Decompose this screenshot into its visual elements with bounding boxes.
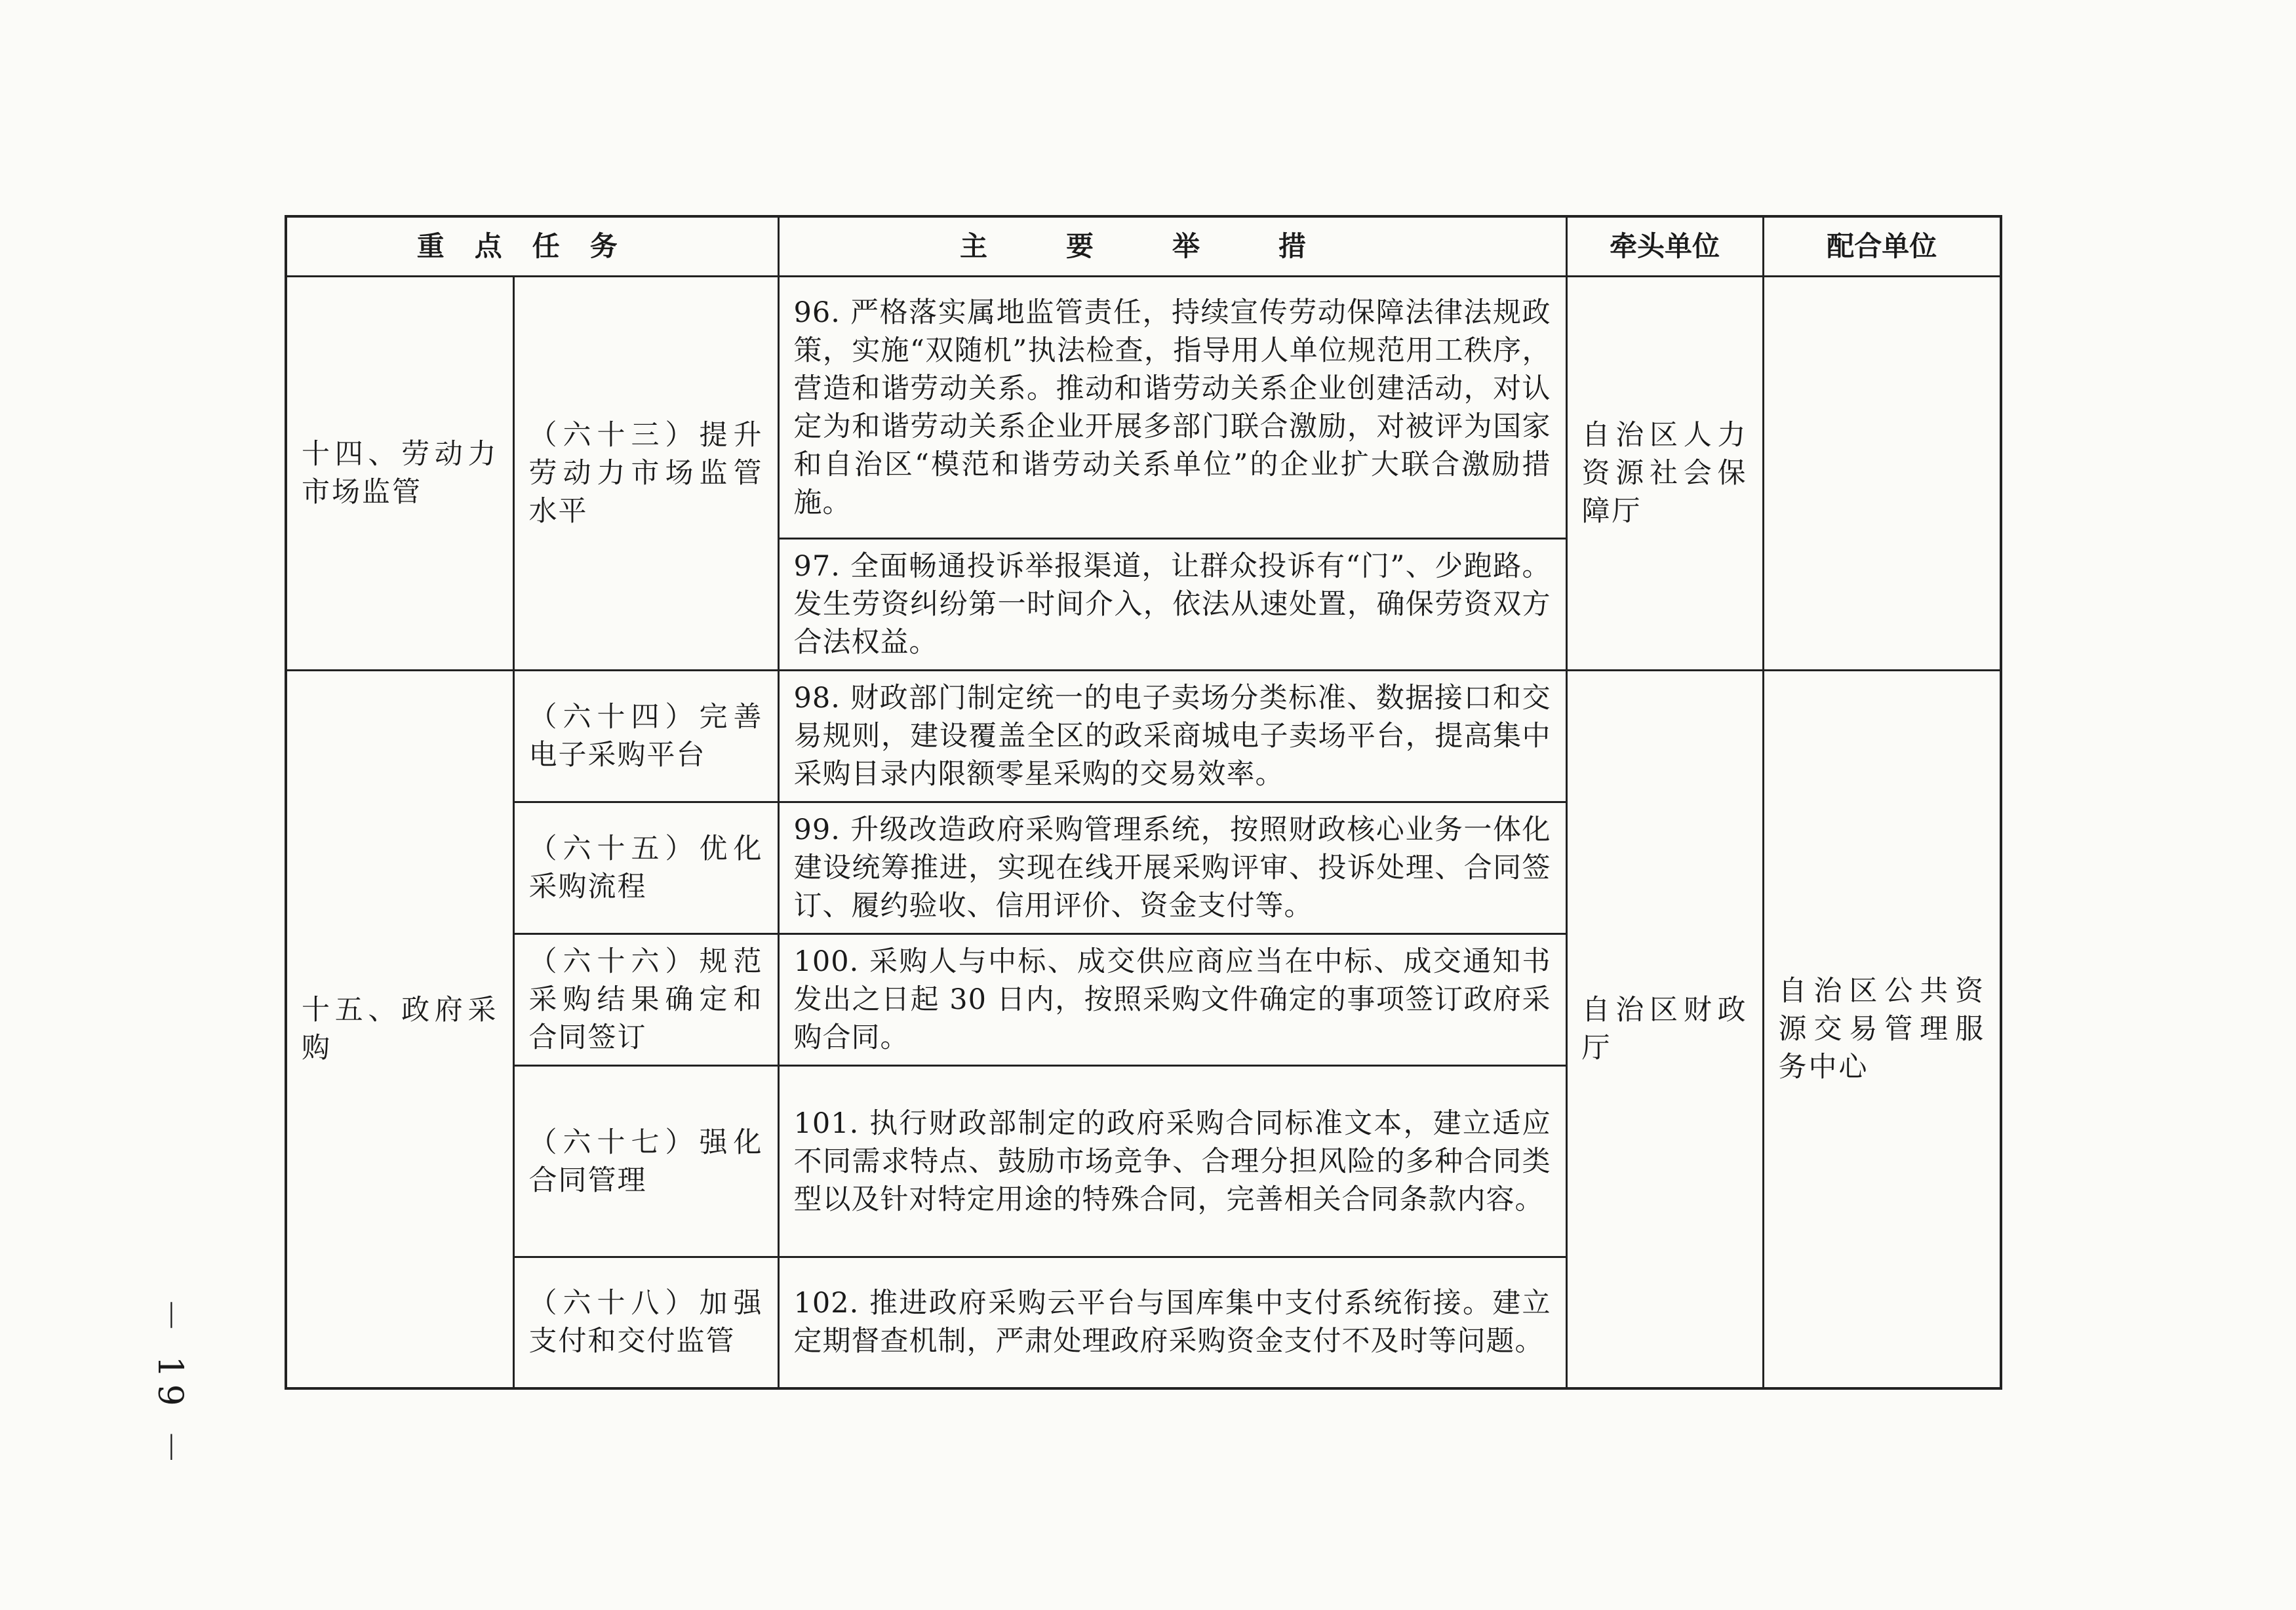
tasks-table bbox=[285, 215, 2002, 1390]
header-task: 重点任务 bbox=[286, 216, 778, 277]
header-lead: 牵头单位 bbox=[1566, 216, 1763, 277]
measure-cell: 98. 财政部门制定统一的电子卖场分类标准、数据接口和交易规则，建设覆盖全区的政采商城电子卖场平台，提高集中采购目录内限额零星采购的交易效率。 bbox=[778, 671, 1566, 802]
lead-unit-cell: 自治区人力资源社会保障厅 bbox=[1566, 277, 1763, 671]
header-cooperating: 配合单位 bbox=[1763, 216, 2001, 277]
measure-cell: 99. 升级改造政府采购管理系统，按照财政核心业务一体化建设统筹推进，实现在线开展采购评审、投诉处理、合同签订、履约验收、信用评价、资金支付等。 bbox=[778, 802, 1566, 934]
subtask-cell: （六十四）完善电子采购平台 bbox=[513, 671, 778, 802]
table-header-row bbox=[286, 216, 2001, 277]
cooperating-unit-cell: 自治区公共资源交易管理服务中心 bbox=[1763, 671, 2001, 1388]
measure-cell: 96. 严格落实属地监管责任，持续宣传劳动保障法律法规政策，实施“双随机”执法检查，指导用人单位规范用工秩序，营造和谐劳动关系。推动和谐劳动关系企业创建活动，对认定为和谐劳动关系企业开展多部门联合激励，对被评为国家和自治区“模范和谐劳动关系单位”的企业扩大联合激励措施。 bbox=[778, 277, 1566, 539]
measure-cell: 102. 推进政府采购云平台与国库集中支付系统衔接。建立定期督查机制，严肃处理政府采购资金支付不及时等问题。 bbox=[778, 1257, 1566, 1388]
subtask-cell: （六十三）提升劳动力市场监管水平 bbox=[513, 277, 778, 671]
measure-cell: 97. 全面畅通投诉举报渠道，让群众投诉有“门”、少跑路。发生劳资纠纷第一时间介入，依法从速处置，确保劳资双方合法权益。 bbox=[778, 539, 1566, 671]
subtask-cell: （六十六）规范采购结果确定和合同签订 bbox=[513, 934, 778, 1066]
subtask-cell: （六十七）强化合同管理 bbox=[513, 1066, 778, 1257]
cooperating-unit-cell bbox=[1763, 277, 2001, 671]
subtask-cell: （六十五）优化采购流程 bbox=[513, 802, 778, 934]
page-number: － 19 － bbox=[150, 1298, 189, 1471]
measure-cell: 101. 执行财政部制定的政府采购合同标准文本，建立适应不同需求特点、鼓励市场竞争、合理分担风险的多种合同类型以及针对特定用途的特殊合同，完善相关合同条款内容。 bbox=[778, 1066, 1566, 1257]
table-row bbox=[286, 671, 2001, 802]
task-cell: 十五、政府采购 bbox=[286, 671, 513, 1388]
lead-unit-cell: 自治区财政厅 bbox=[1566, 671, 1763, 1388]
header-measures: 主要举措 bbox=[778, 216, 1566, 277]
measure-cell: 100. 采购人与中标、成交供应商应当在中标、成交通知书发出之日起 30 日内，按照采购文件确定的事项签订政府采购合同。 bbox=[778, 934, 1566, 1066]
table-row bbox=[286, 277, 2001, 539]
task-cell: 十四、劳动力市场监管 bbox=[286, 277, 513, 671]
subtask-cell: （六十八）加强支付和交付监管 bbox=[513, 1257, 778, 1388]
